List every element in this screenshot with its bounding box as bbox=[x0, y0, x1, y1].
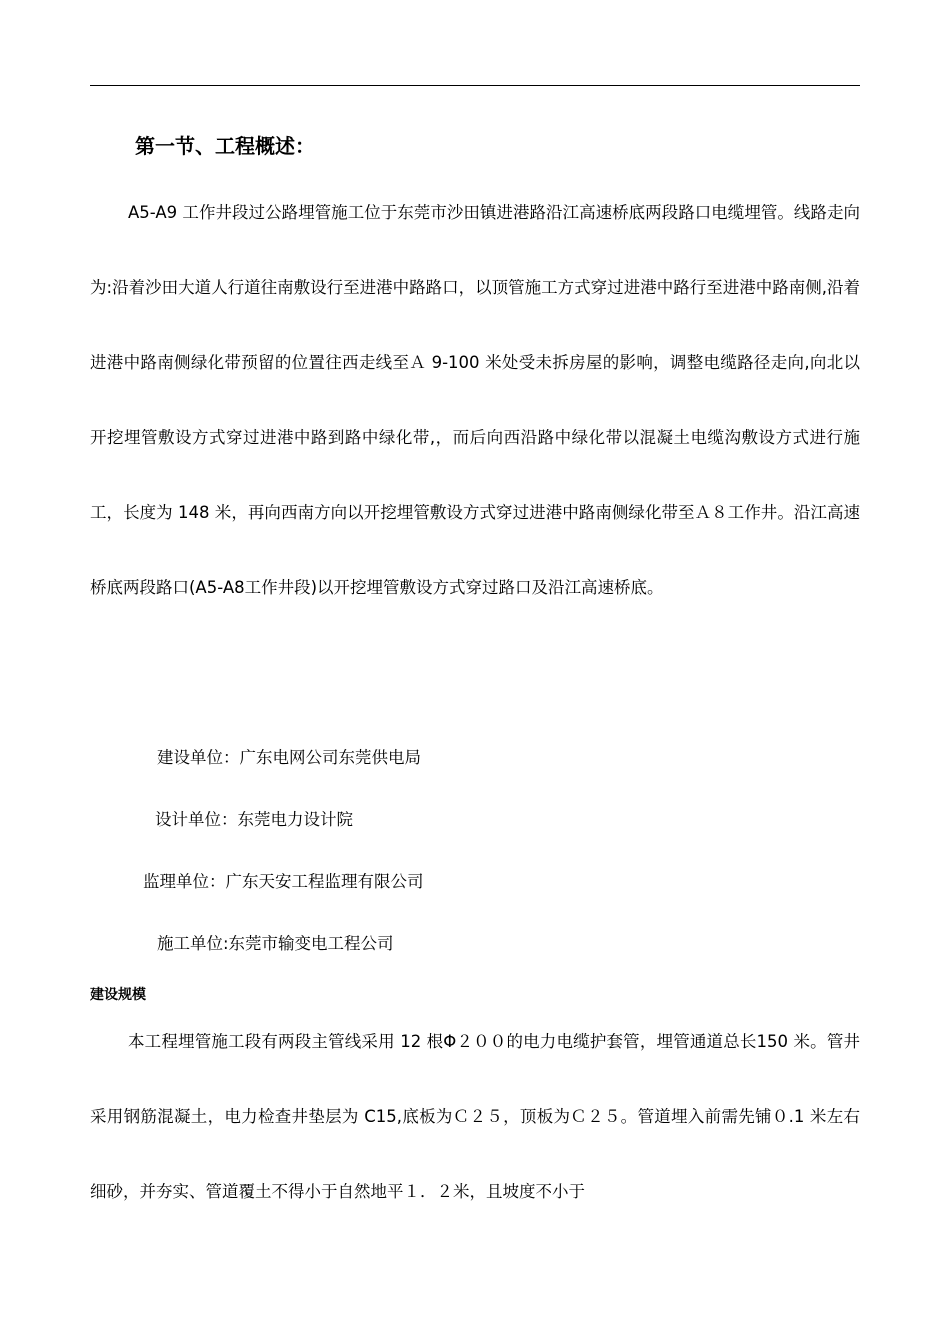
design-unit: 设计单位：东莞电力设计院 bbox=[155, 810, 353, 829]
section-title: 第一节、工程概述： bbox=[135, 134, 315, 158]
header-rule bbox=[90, 85, 860, 86]
scale-heading: 建设规模 bbox=[90, 987, 146, 1003]
contractor-unit: 施工单位:东莞市输变电工程公司 bbox=[157, 934, 394, 953]
construction-unit: 建设单位：广东电网公司东莞供电局 bbox=[157, 748, 421, 767]
supervision-unit: 监理单位：广东天安工程监理有限公司 bbox=[143, 872, 424, 891]
overview-paragraph: A5-A9 工作井段过公路埋管施工位于东莞市沙田镇进港路沿江高速桥底两段路口电缆埋管。线路走向为:沿着沙田大道人行道往南敷设行至进港中路路口，以顶管施工方式穿过进港中路行至进港中路南侧,沿着进港中路南侧绿化带预留的位置往西走线至Ａ 9-100 米处受未拆房屋的影响，调整电缆路径走向,向北以开挖埋管敷设方式穿过进港中路到路中绿化带,，而后向西沿路中绿化带以混凝土电缆沟敷设方式进行施工，长度为 148 米，再向西南方向以开挖埋管敷设方式穿过进港中路南侧绿化带至Ａ８工作井。沿江高速桥底两段路口(A5-A8工作井段)以开挖埋管敷设方式穿过路口及沿江高速桥底。 bbox=[90, 203, 860, 597]
scale-paragraph: 本工程埋管施工段有两段主管线采用 12 根Φ２００的电力电缆护套管，埋管通道总长150 米。管井采用钢筋混凝土，电力检查井垫层为 C15,底板为Ｃ２５，顶板为Ｃ２５。管道埋入前需先铺０.1 米左右细砂，并夯实、管道覆土不得小于自然地平１．２米，且坡度不小于 bbox=[90, 1032, 860, 1201]
